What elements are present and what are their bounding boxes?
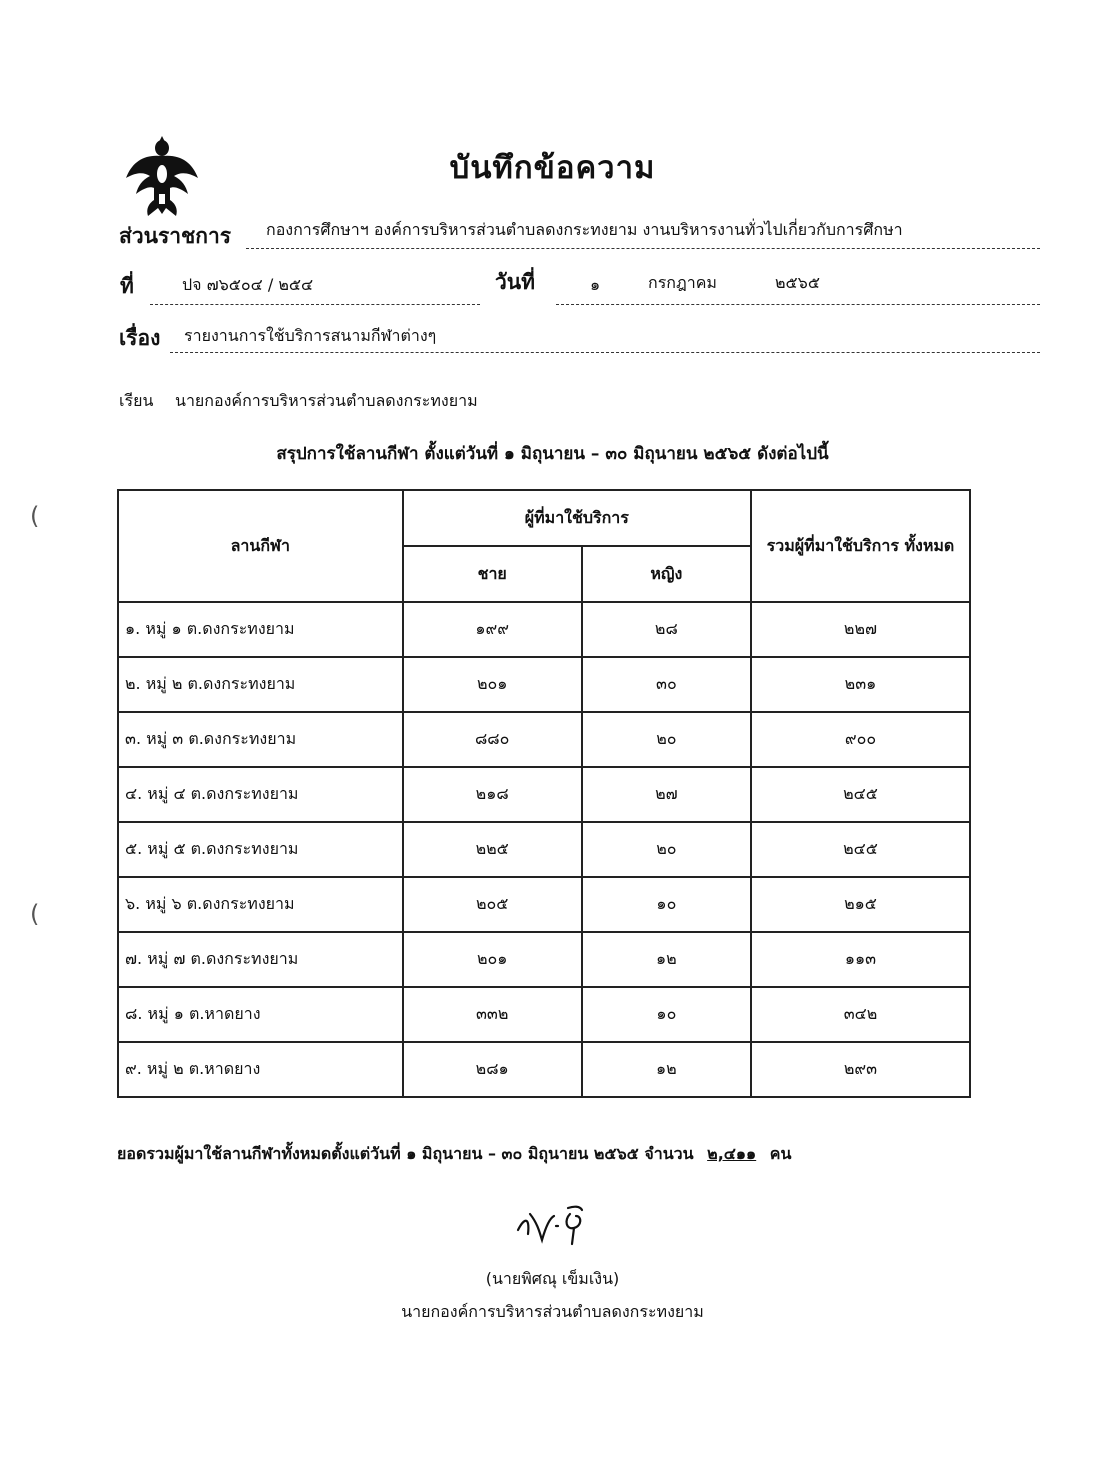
table-row [118, 657, 970, 712]
female-cell: ๒๐ [582, 822, 751, 877]
date-month: กรกฎาคม [648, 273, 717, 292]
col-users-header: ผู้ที่มาใช้บริการ [403, 490, 751, 546]
total-cell: ๒๒๗ [751, 602, 970, 657]
table-row [118, 712, 970, 767]
grand-total-value: ๒,๔๑๑ [707, 1144, 757, 1163]
handwritten-signature [512, 1200, 602, 1248]
female-cell: ๑๐ [582, 987, 751, 1042]
place-cell: ๑. หมู่ ๑ ต.ดงกระทงยาม [118, 602, 403, 657]
department-value: กองการศึกษาฯ องค์การบริหารส่วนตำบลดงกระทงยาม งานบริหารงานทั่วไปเกี่ยวกับการศึกษา [266, 220, 903, 239]
col-female-header: หญิง [582, 546, 751, 602]
female-cell: ๒๐ [582, 712, 751, 767]
signer-name: (นายพิศณุ เข็มเงิน) [485, 1269, 620, 1288]
total-cell: ๙๐๐ [751, 712, 970, 767]
memo-title: บันทึกข้อความ [449, 150, 656, 186]
date-day: ๑ [590, 275, 601, 294]
usage-table [117, 489, 971, 1098]
male-cell: ๓๓๒ [403, 987, 582, 1042]
date-label: วันที่ [495, 270, 535, 294]
col-place-header: ลานกีฬา [118, 490, 403, 602]
punch-hole-mark: ( [30, 502, 40, 530]
ref-label: ที่ [120, 274, 134, 298]
total-cell: ๒๔๕ [751, 767, 970, 822]
grand-total-prefix: ยอดรวมผู้มาใช้ลานกีฬาทั้งหมดตั้งแต่วันที่ ๑ มิถุนายน – ๓๐ มิถุนายน ๒๕๖๕ จำนวน [117, 1144, 694, 1163]
punch-hole-mark: ( [30, 900, 40, 928]
place-cell: ๙. หมู่ ๒ ต.หาดยาง [118, 1042, 403, 1097]
table-row [118, 877, 970, 932]
male-cell: ๑๙๙ [403, 602, 582, 657]
female-cell: ๑๒ [582, 932, 751, 987]
male-cell: ๘๘๐ [403, 712, 582, 767]
male-cell: ๒๒๕ [403, 822, 582, 877]
place-cell: ๔. หมู่ ๔ ต.ดงกระทงยาม [118, 767, 403, 822]
grand-total-line [117, 1142, 791, 1167]
table-row [118, 987, 970, 1042]
place-cell: ๘. หมู่ ๑ ต.หาดยาง [118, 987, 403, 1042]
place-cell: ๓. หมู่ ๓ ต.ดงกระทงยาม [118, 712, 403, 767]
place-cell: ๕. หมู่ ๕ ต.ดงกระทงยาม [118, 822, 403, 877]
summary-heading: สรุปการใช้ลานกีฬา ตั้งแต่วันที่ ๑ มิถุนายน – ๓๐ มิถุนายน ๒๕๖๕ ดังต่อไปนี้ [276, 444, 829, 464]
total-cell: ๑๑๓ [751, 932, 970, 987]
total-cell: ๓๔๒ [751, 987, 970, 1042]
col-male-header: ชาย [403, 546, 582, 602]
female-cell: ๒๘ [582, 602, 751, 657]
grand-total-unit: คน [769, 1144, 792, 1163]
salutation-label: เรียน [119, 391, 154, 410]
female-cell: ๓๐ [582, 657, 751, 712]
ref-dotted-line [150, 304, 480, 305]
total-cell: ๒๑๕ [751, 877, 970, 932]
male-cell: ๒๐๑ [403, 932, 582, 987]
female-cell: ๑๐ [582, 877, 751, 932]
female-cell: ๑๒ [582, 1042, 751, 1097]
male-cell: ๒๑๘ [403, 767, 582, 822]
department-dotted-line [246, 248, 1040, 249]
signer-position: นายกองค์การบริหารส่วนตำบลดงกระทงยาม [401, 1302, 704, 1321]
table-row [118, 602, 970, 657]
table-row [118, 932, 970, 987]
male-cell: ๒๘๑ [403, 1042, 582, 1097]
salutation-value: นายกองค์การบริหารส่วนตำบลดงกระทงยาม [175, 391, 478, 410]
subject-label: เรื่อง [119, 326, 161, 350]
total-cell: ๒๔๕ [751, 822, 970, 877]
date-year: ๒๕๖๕ [775, 273, 820, 292]
table-row [118, 767, 970, 822]
ref-value: ปจ ๗๖๕๐๔ / ๒๕๔ [182, 275, 314, 294]
subject-dotted-line [170, 352, 1040, 353]
department-label: ส่วนราชการ [119, 224, 232, 248]
col-total-header: รวมผู้ที่มาใช้บริการ ทั้งหมด [751, 490, 970, 602]
male-cell: ๒๐๕ [403, 877, 582, 932]
subject-value: รายงานการใช้บริการสนามกีฬาต่างๆ [184, 326, 437, 345]
table-row [118, 822, 970, 877]
place-cell: ๒. หมู่ ๒ ต.ดงกระทงยาม [118, 657, 403, 712]
male-cell: ๒๐๑ [403, 657, 582, 712]
table-row [118, 1042, 970, 1097]
place-cell: ๖. หมู่ ๖ ต.ดงกระทงยาม [118, 877, 403, 932]
date-dotted-line [556, 304, 1040, 305]
total-cell: ๒๙๓ [751, 1042, 970, 1097]
total-cell: ๒๓๑ [751, 657, 970, 712]
female-cell: ๒๗ [582, 767, 751, 822]
place-cell: ๗. หมู่ ๗ ต.ดงกระทงยาม [118, 932, 403, 987]
